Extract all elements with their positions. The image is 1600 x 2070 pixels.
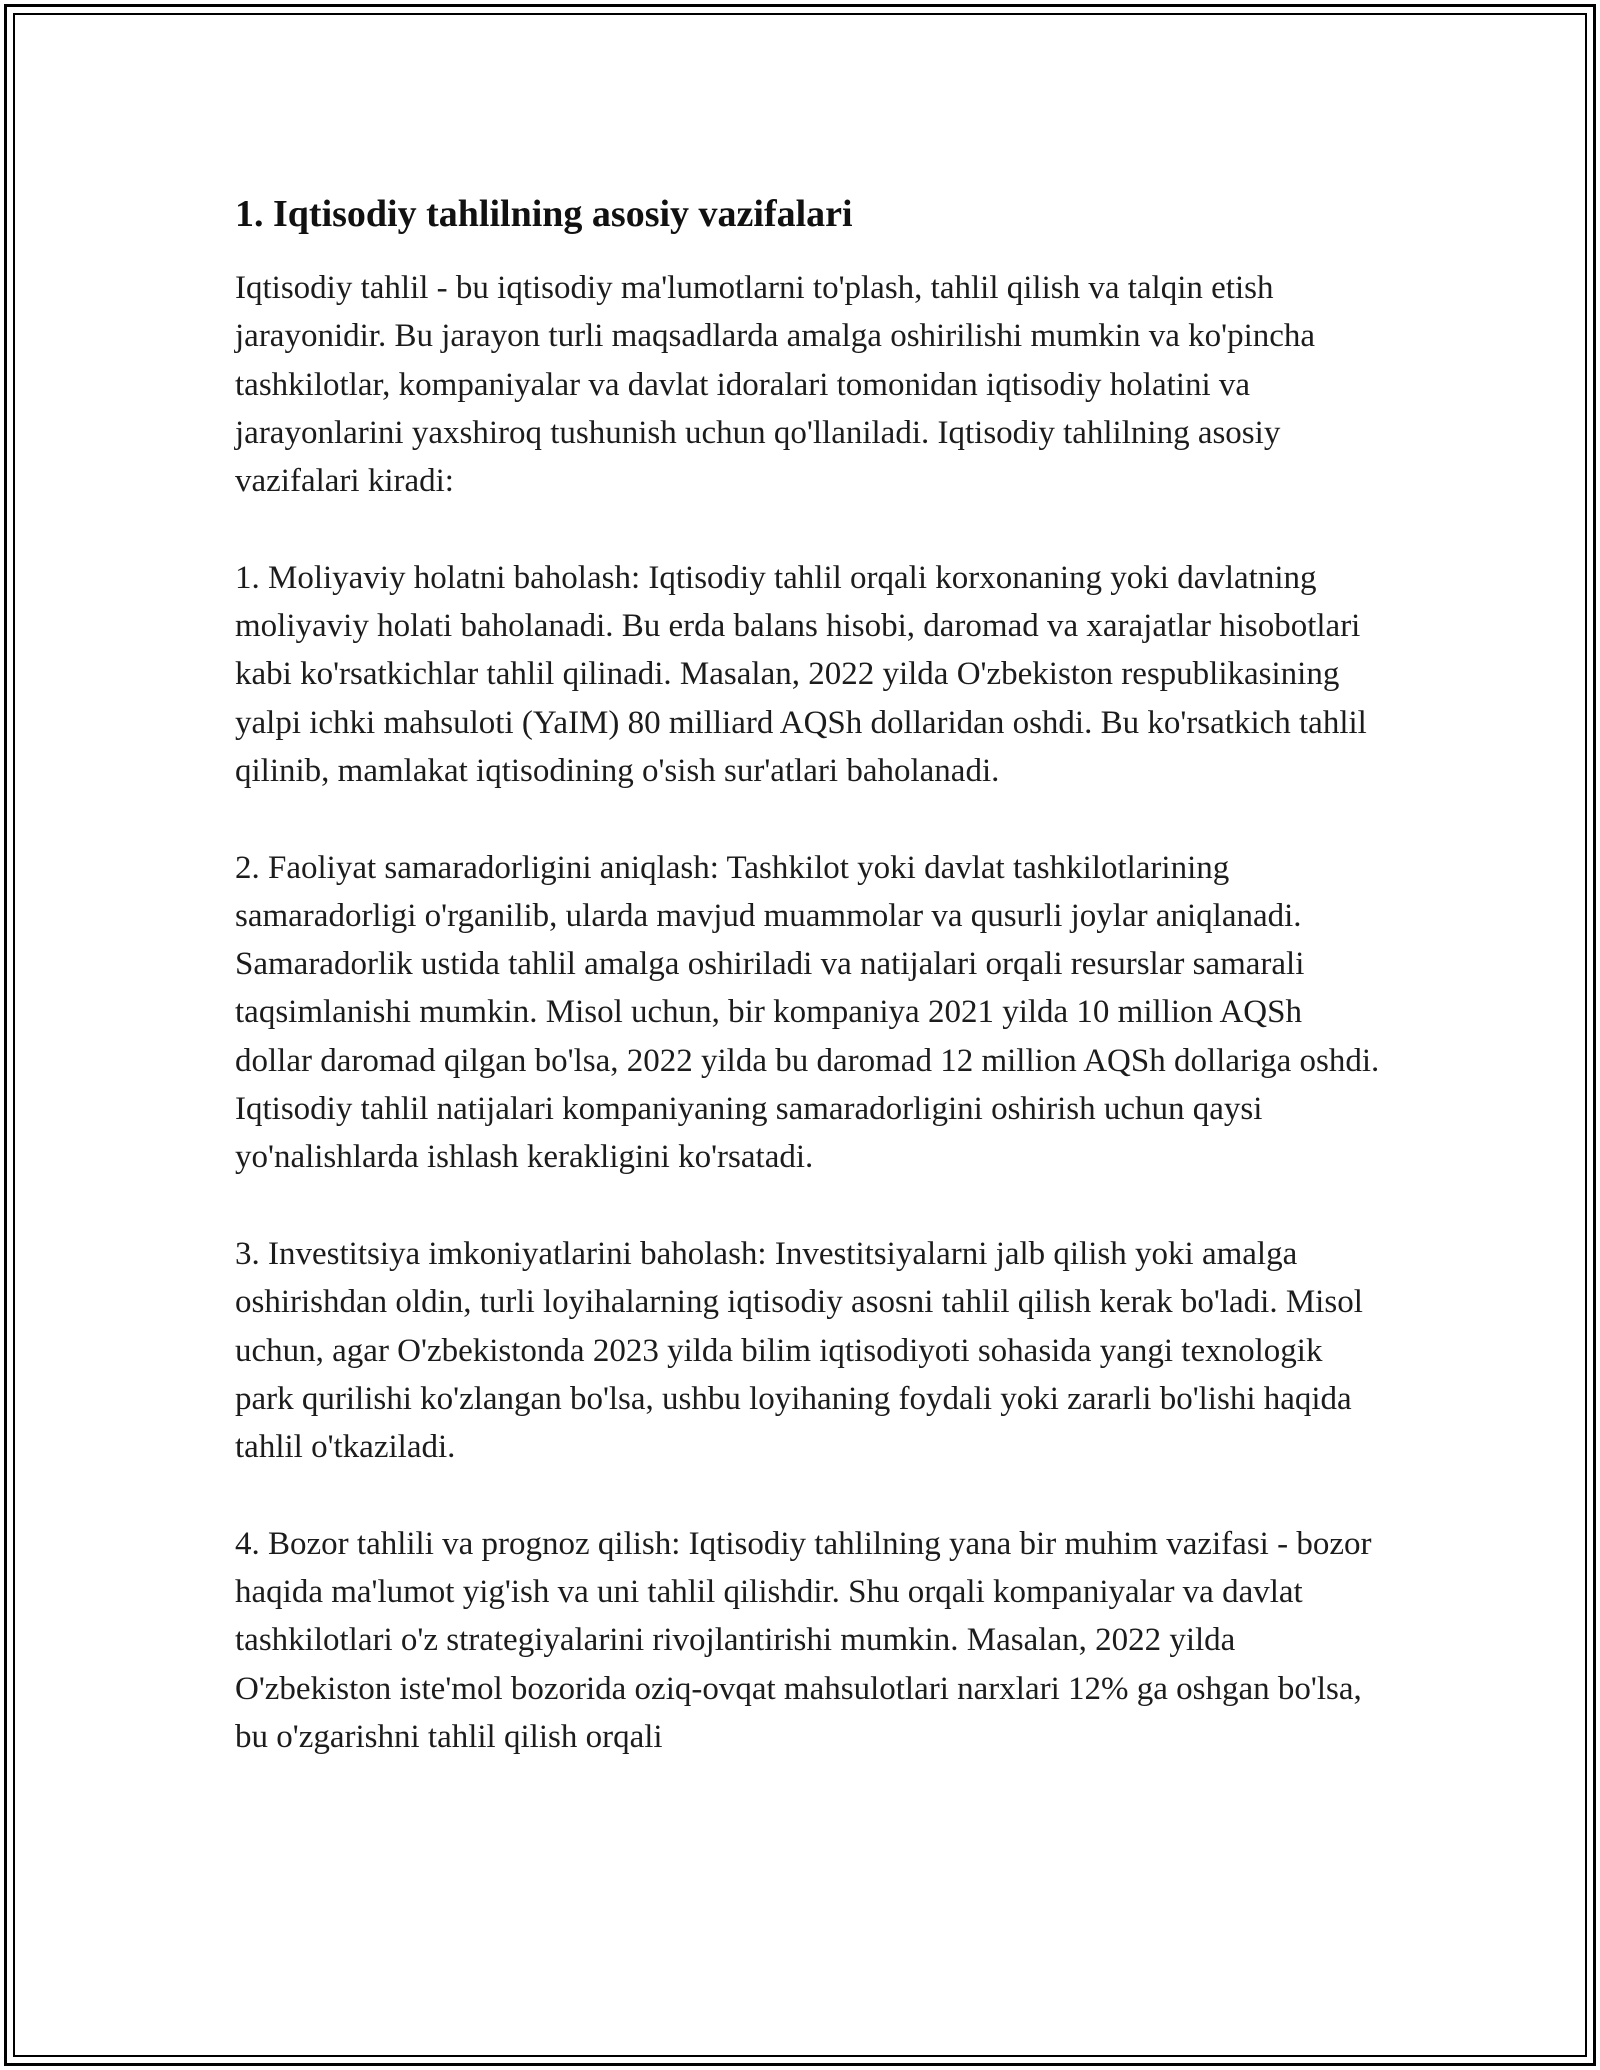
document-body — [235, 186, 1385, 1810]
section-heading: 1. Iqtisodiy tahlilning asosiy vazifalari — [235, 193, 853, 235]
item-2-paragraph: 2. Faoliyat samaradorligini aniqlash: Tashkilot yoki davlat tashkilotlarining samaradorligi o'rganilib, ularda mavjud muammolar va qusurli joylar aniqlanadi. Samaradorlik ustida tahlil amalga oshiriladi va natijalari orqali resurslar samarali taqsimlanishi mumkin. Misol uchun, bir kompaniya 2021 yilda 10 million AQSh dollar daromad qilgan bo'lsa, 2022 yilda bu daromad 12 million AQSh dollariga oshdi. Iqtisodiy tahlil natijalari kompaniyaning samaradorligini oshirish uchun qaysi yo'nalishlarda ishlash kerakligini ko'rsatadi. — [235, 849, 1380, 1176]
item-1-paragraph: 1. Moliyaviy holatni baholash: Iqtisodiy tahlil orqali korxonaning yoki davlatning moliyaviy holati baholanadi. Bu erda balans hisobi, daromad va xarajatlar hisobotlari kabi ko'rsatkichlar tahlil qilinadi. Masalan, 2022 yilda O'zbekiston respublikasining yalpi ichki mahsuloti (YaIM) 80 milliard AQSh dollaridan oshdi. Bu ko'rsatkich tahlil qilinib, mamlakat iqtisodining o'sish sur'atlari baholanadi. — [235, 559, 1367, 789]
item-3-paragraph: 3. Investitsiya imkoniyatlarini baholash: Investitsiyalarni jalb qilish yoki amalga oshirishdan oldin, turli loyihalarning iqtisodiy asosni tahlil qilish kerak bo'ladi. Misol uchun, agar O'zbekistonda 2023 yilda bilim iqtisodiyoti sohasida yangi texnologik park qurilishi ko'zlangan bo'lsa, ushbu loyihaning foydali yoki zararli bo'lishi haqida tahlil o'tkaziladi. — [235, 1235, 1363, 1466]
intro-paragraph: Iqtisodiy tahlil - bu iqtisodiy ma'lumotlarni to'plash, tahlil qilish va talqin etish jarayonidir. Bu jarayon turli maqsadlarda amalga oshirilishi mumkin va ko'pincha tashkilotlar, kompaniyalar va davlat idoralari tomonidan iqtisodiy holatini va jarayonlarini yaxshiroq tushunish uchun qo'llaniladi. Iqtisodiy tahlilning asosiy vazifalari kiradi: — [235, 270, 1316, 500]
item-4-paragraph: 4. Bozor tahlili va prognoz qilish: Iqtisodiy tahlilning yana bir muhim vazifasi - bozor haqida ma'lumot yig'ish va uni tahlil qilishdir. Shu orqali kompaniyalar va davlat tashkilotlari o'z strategiyalarini rivojlantirishi mumkin. Masalan, 2022 yilda O'zbekiston iste'mol bozorida oziq-ovqat mahsulotlari narxlari 12% ga oshgan bo'lsa, bu o'zgarishni tahlil qilish orqali — [235, 1525, 1372, 1755]
